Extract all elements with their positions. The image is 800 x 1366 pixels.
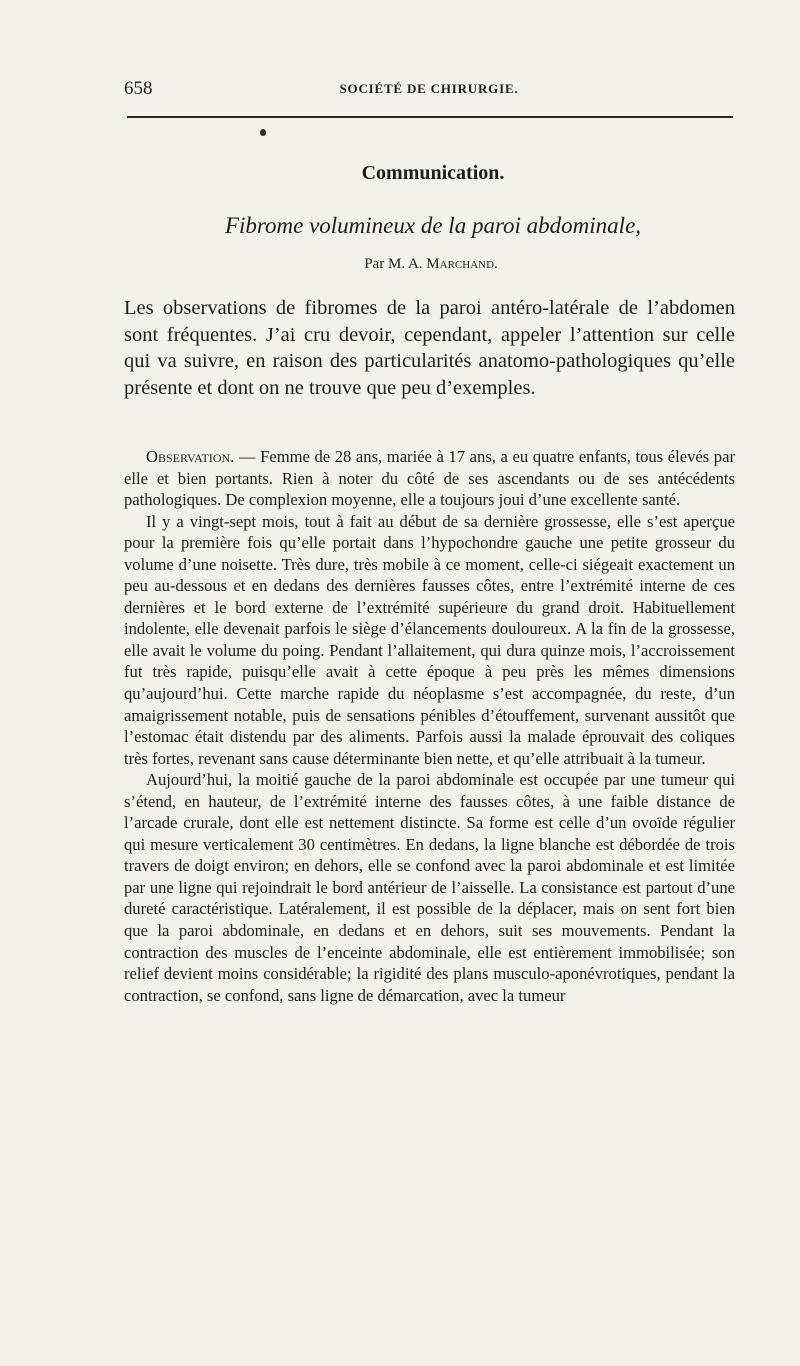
header-rule (127, 116, 733, 118)
running-head (124, 78, 734, 100)
observation-paragraph-1 (124, 446, 735, 511)
byline-author: Marchand. (426, 256, 498, 272)
observation-paragraph-2: Il y a vingt-sept mois, tout à fait au début de sa dernière grossesse, elle s’est aperçue pour la première fois qu’elle portait dans l’hypochondre gauche une petite grosseur du volume d’une noisette. Très dure, très mobile à ce moment, celle-ci siégeait exactement un peu au-dessous et en dedans des dernières fausses côtes, entre l’extrémité interne de ces dernières et le bord externe de l’extrémité supérieure du grand droit. Habituellement indolente, elle devenait parfois le siège d’élancements douloureux. A la fin de la grossesse, elle avait le volume du poing. Pendant l’allaitement, qui dura quinze mois, l’accroissement fut très rapide, puisqu’elle avait à cette époque à peu près les mêmes dimensions qu’aujourd’hui. Cette marche rapide du néoplasme s’est accompagnée, du reste, d’un amaigrissement notable, puis de sensations pénibles d’étouffement, survenant aussitôt que l’estomac était distendu par des aliments. Parfois aussi la malade éprouvait des coliques très fortes, revenant sans cause déterminante bien nette, et qu’elle attribuait à la tumeur. (124, 511, 735, 768)
article-title: Fibrome volumineux de la paroi abdominale, (224, 213, 642, 238)
observation-label: Observation. (146, 447, 235, 466)
observation-paragraph-3: Aujourd’hui, la moitié gauche de la paroi abdominale est occupée par une tumeur qui s’étend, en hauteur, de l’extrémité interne des fausses côtes, à une faible distance de l’arcade crurale, dont elle est nettement distincte. Sa forme est celle d’un ovoïde régulier qui mesure verticalement 30 centimètres. En dedans, la ligne blanche est débordée de trois travers de doigt environ; en dehors, elle se confond avec la paroi abdominale et est limitée par une ligne qui rejoindrait le bord antérieur de l’aisselle. La consistance est partout d’une dureté caractéristique. Latéralement, il est possible de la déplacer, mais on sent fort bien que la paroi abdominale, en dedans et en dehors, suit ses mouvements. Pendant la contraction des muscles de l’enceinte abdominale, elle est entièrement immobilisée; son relief devient moins considérable; la rigidité des plans musculo-aponévrotiques, pendant la contraction, se confond, sans ligne de démarcation, avec la tumeur (124, 770, 735, 1005)
section-heading: Communication. (361, 162, 505, 184)
page-number: 658 (124, 78, 153, 99)
running-title: SOCIÉTÉ DE CHIRURGIE. (339, 81, 519, 96)
byline (62, 256, 800, 273)
observation-text-1: — Femme de 28 ans, mariée à 17 ans, a eu quatre enfants, tous élevés par elle et bien portants. Rien à noter du côté de ses ascendants ou de ses antécédents pathologiques. De complexion moyenne, elle a toujours joui d’une excellente santé. (124, 447, 735, 510)
intro-paragraph: Les observations de fibromes de la paroi antéro-latérale de l’abdomen sont fréquentes. J’ai cru devoir, cependant, appeler l’attention sur celle qui va suivre, en raison des particularités anatomo-pathologiques qu’elle présente et dont on ne trouve que peu d’exemples. (124, 297, 735, 399)
observation-section (124, 446, 735, 1006)
ink-dot (260, 129, 266, 136)
byline-prefix: Par M. A. (364, 256, 423, 272)
